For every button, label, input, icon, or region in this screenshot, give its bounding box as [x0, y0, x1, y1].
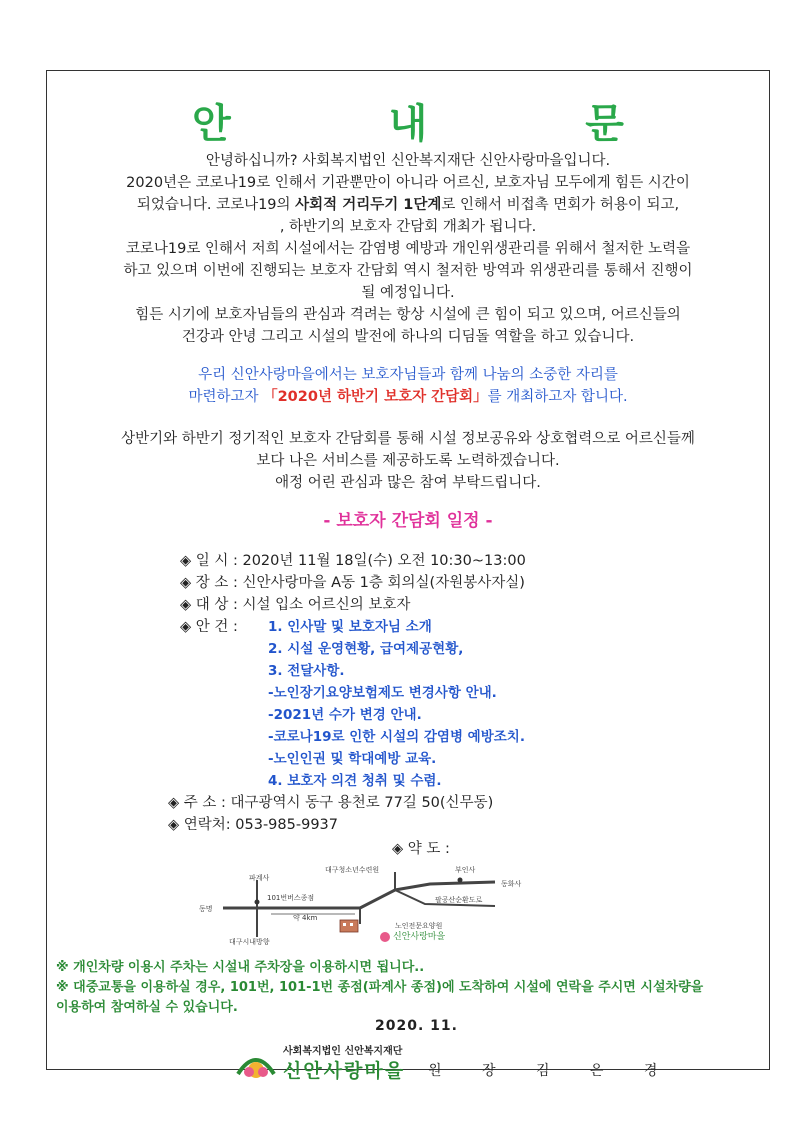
event-name: 「2020년 하반기 보호자 간담회」 [263, 389, 488, 405]
intro-line: 힘든 시기에 보호자님들의 관심과 격려는 항상 시설에 큰 힘이 되고 있으며, 어르신들의 [135, 307, 681, 323]
agenda-item: -노인장기요양보험제도 변경사항 안내. [268, 685, 497, 701]
agenda-item: 3. 전달사항. [268, 663, 345, 679]
intro-line: 되었습니다. 코로나19의 사회적 거리두기 1단계로 인해서 비접촉 면회가 허용이 되고, [136, 197, 680, 213]
agenda-item: -노인인권 및 학대예방 교육. [268, 751, 437, 767]
map-label: 신안사랑마을 [393, 932, 446, 942]
agenda-item: -코로나19로 인한 시설의 감염병 예방조치. [268, 729, 525, 745]
schedule-agenda [180, 616, 526, 792]
organization-logo-icon [234, 1050, 278, 1082]
map-label: 101번버스종점 [267, 894, 315, 902]
distancing-level: 사회적 거리두기 1단계 [295, 197, 442, 213]
closing-paragraph [50, 428, 766, 494]
schedule-datetime: ◈ 일 시 : 2020년 11월 18일(수) 오전 10:30~13:00 [180, 553, 526, 569]
intro-line: 안녕하십니까? 사회복지법인 신안복지재단 신안사랑마을입니다. [205, 153, 611, 169]
schedule-target: ◈ 대 상 : 시설 입소 어르신의 보호자 [180, 597, 411, 613]
logo-icon [380, 932, 390, 942]
intro-line: 코로나19로 인해서 저희 시설에서는 감염병 예방과 개인위생관리를 위해서 철저한 노력을 [125, 241, 691, 257]
address: ◈ 주 소 : 대구광역시 동구 용천로 77길 50(신무동) [168, 795, 494, 811]
schedule-list [180, 550, 526, 792]
agenda-item: -2021년 수가 변경 안내. [268, 707, 422, 723]
document-date: 2020. 11. [375, 1018, 458, 1034]
agenda-list [268, 616, 525, 792]
signature-name: 신안사랑마을 [283, 1060, 406, 1082]
map-label: 대구시내방향 [229, 938, 270, 946]
map-title: ◈ 약 도 : [392, 841, 450, 857]
closing-line: 상반기와 하반기 정기적인 보호자 간담회를 통해 시설 정보공유와 상호협력으로 어르신들께 [121, 431, 695, 447]
contact-block [168, 792, 493, 836]
notes [56, 958, 768, 1018]
directions-map [195, 862, 555, 950]
map-label: 노인전문요양원 [395, 922, 443, 930]
map-label: 팔공산순환도로 [435, 896, 483, 904]
schedule-title: - 보호자 간담회 일정 - [323, 511, 493, 531]
note-line: ※ 개인차량 이용시 주차는 시설내 주차장을 이용하시면 됩니다.. [56, 960, 425, 975]
map-label: 부인사 [455, 866, 476, 874]
invite-line: 우리 신안사랑마을에서는 보호자님들과 함께 나눔의 소중한 자리를 [198, 367, 618, 383]
page-title: 안 내 문 [192, 101, 696, 147]
building-icon [340, 920, 358, 932]
note-line: ※ 대중교통을 이용하실 경우, 101번, 101-1번 종점(파계사 종점)에 도착하여 시설에 연락을 주시면 시설차량을 [56, 980, 704, 995]
closing-line: 보다 나은 서비스를 제공하도록 노력하겠습니다. [256, 453, 560, 469]
invite-paragraph [50, 364, 766, 408]
intro-line: 2020년은 코로나19로 인해서 기관뿐만이 아니라 어르신, 보호자님 모두에게 힘든 시간이 [126, 175, 690, 191]
schedule-place: ◈ 장 소 : 신안사랑마을 A동 1층 회의실(자원봉사자실) [180, 575, 525, 591]
agenda-label: ◈ 안 건 : [180, 619, 238, 635]
agenda-item: 1. 인사말 및 보호자님 소개 [268, 619, 432, 635]
map-label: 파계사 [249, 874, 270, 882]
intro-line: 될 예정입니다. [361, 285, 455, 301]
signature-organization: 사회복지법인 신안복지재단 [283, 1046, 403, 1057]
phone-number: ◈ 연락처: 053-985-9937 [168, 817, 338, 833]
map-label: 대구청소년수련원 [325, 866, 380, 874]
map-label: 약 4km [293, 914, 318, 922]
invite-line: 마련하고자 「2020년 하반기 보호자 간담회」를 개최하고자 합니다. [188, 389, 628, 405]
map-label: 동화사 [501, 880, 522, 888]
intro-line: , 하반기의 보호자 간담회 개최가 됩니다. [279, 219, 537, 235]
signature-director: 원 장 김 은 경 [428, 1063, 676, 1079]
intro-line: 하고 있으며 이번에 진행되는 보호자 간담회 역시 철저한 방역과 위생관리를 통해서 진행이 [123, 263, 693, 279]
map-label: 동명 [199, 905, 213, 913]
closing-line: 애정 어린 관심과 많은 참여 부탁드립니다. [275, 475, 541, 491]
agenda-item: 2. 시설 운영현황, 급여제공현황, [268, 641, 464, 657]
intro-paragraph [50, 150, 766, 348]
note-line: 이용하여 참여하실 수 있습니다. [56, 1000, 238, 1015]
agenda-item: 4. 보호자 의견 청취 및 수렴. [268, 773, 442, 789]
intro-line: 건강과 안녕 그리고 시설의 발전에 하나의 디딤돌 역할을 하고 있습니다. [181, 329, 635, 345]
